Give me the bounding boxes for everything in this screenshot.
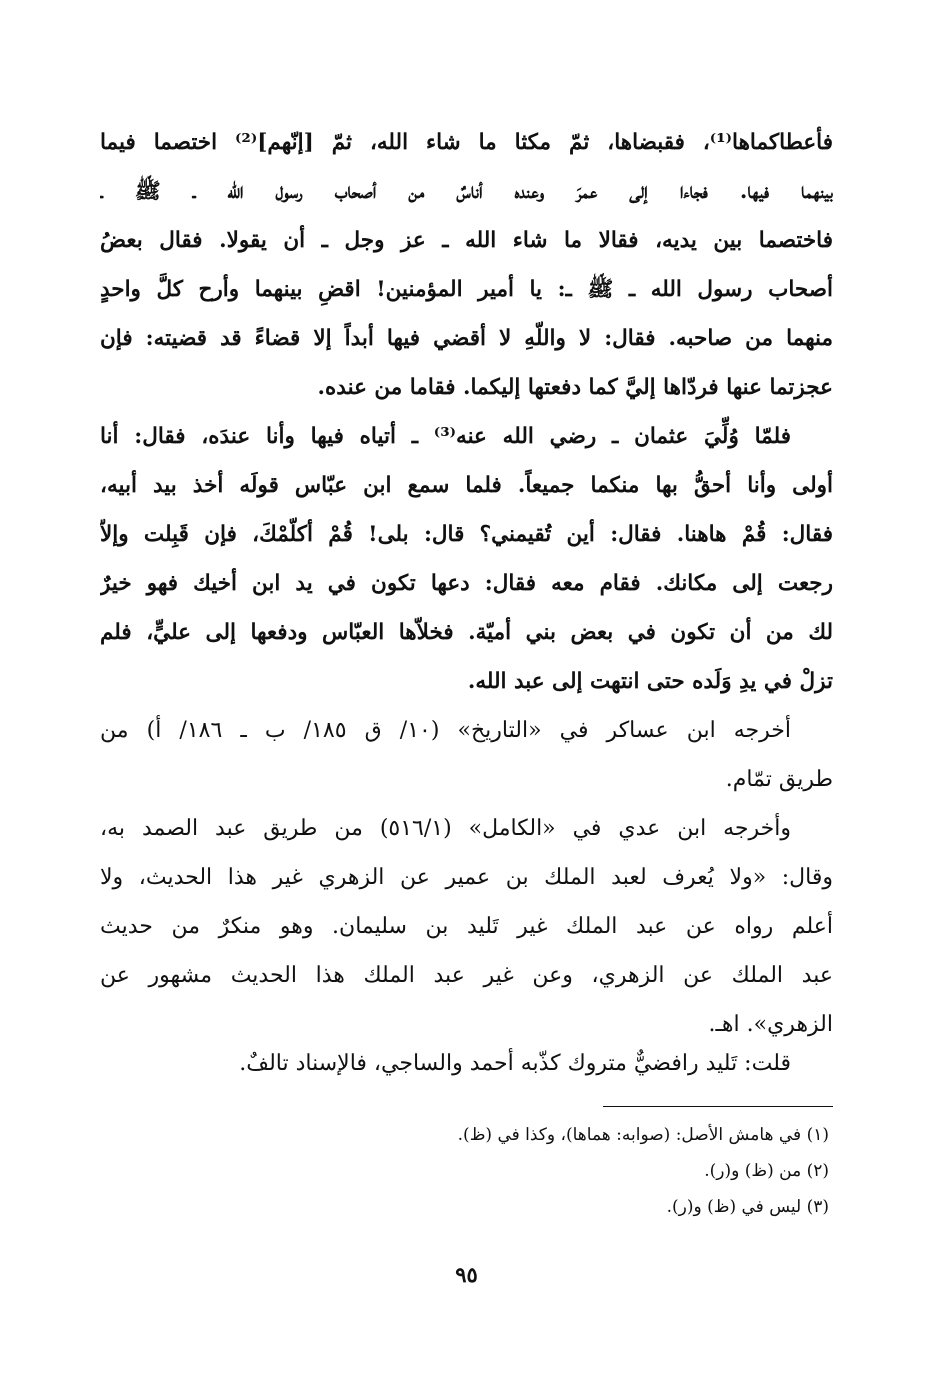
text-line: أعلم رواه عن عبد الملك غير تَليد بن سليمان. وهو منكرٌ من حديث <box>100 914 833 939</box>
text-line: منهما من صاحبه. فقال: لا واللّهِ لا أقضي فيها أبداً إلا قضاءً قد قضيته: فإن <box>100 326 833 351</box>
text-line: طريق تمّام. <box>725 767 833 792</box>
commentary-paragraph-1 <box>100 706 833 804</box>
text-line: الزهري». اهـ. <box>708 1012 833 1037</box>
commentary-paragraph-3 <box>100 1039 833 1088</box>
text-line: أصحاب رسول الله ـ ﷺ ـ: يا أمير المؤمنين! اقضِ بينهما وأرح كلَّ واحدٍ <box>100 277 833 302</box>
text-line: فأعطاكماها⁽¹⁾، فقبضاها، ثمّ مكثا ما شاء الله، ثمّ [إنّهم]⁽²⁾ اختصما فيما <box>100 130 833 155</box>
text-line: فلمّا وُلِّيَ عثمان ـ رضي الله عنه⁽³⁾ ـ أتياه فيها وأنا عندَه، فقال: أنا <box>100 424 791 449</box>
text-line: عجزتما عنها فردّاها إليَّ كما دفعتها إليكما. فقاما من عنده. <box>317 375 833 400</box>
footnote-3: (٣) ليس في (ظ) و(ر). <box>666 1197 829 1217</box>
footnote-2: (٢) من (ظ) و(ر). <box>704 1161 829 1181</box>
text-line: تزلْ في يدِ وَلَده حتى انتهت إلى عبد الله. <box>467 669 833 694</box>
text-line: وأخرجه ابن عدي في «الكامل» (٥١٦/١) من طريق عبد الصمد به، <box>100 816 791 841</box>
text-line: أخرجه ابن عساكر في «التاريخ» (١٠/ ق ١٨٥/ ب ـ ١٨٦/ أ) من <box>100 718 792 743</box>
text-line: قلت: تَليد رافضيٌّ متروك كذّبه أحمد والساجي، فالإسناد تالفٌ. <box>239 1051 791 1076</box>
footnotes <box>229 1117 829 1225</box>
text-line: رجعت إلى مكانك. فقام معه فقال: دعها تكون في يد ابن أخيك فهو خيرٌ <box>100 571 833 596</box>
hadith-paragraph-2 <box>100 412 833 706</box>
text-line: فقال: قُمْ هاهنا. فقال: أين تُقيمني؟ قال: بلى! قُمْ أكلّمْكَ، فإن قَبِلت وإلاّ <box>100 522 833 547</box>
hadith-paragraph-1 <box>100 118 833 412</box>
text-line: عبد الملك عن الزهري، وعن غير عبد الملك هذا الحديث مشهور عن <box>100 963 833 988</box>
text-line: وقال: «ولا يُعرف لعبد الملك بن عمير عن الزهري غير هذا الحديث، ولا <box>100 865 833 890</box>
footnote-1: (١) في هامش الأصل: (صوابه: هماها)، وكذا في (ظ). <box>457 1125 829 1145</box>
text-line: أولى وأنا أحقُّ بها منكما جميعاً. فلما سمع ابن عبّاس قولَه أخذ بيد أبيه، <box>100 473 833 498</box>
footnote-divider <box>603 1106 833 1107</box>
page-number: ٩٥ <box>455 1262 478 1287</box>
commentary-paragraph-2 <box>100 804 833 1049</box>
text-line: لك من أن تكون في بعض بني أميّة. فخلاّها العبّاس ودفعها إلى عليٍّ، فلم <box>100 620 833 645</box>
text-line: فاختصما بين يديه، فقالا ما شاء الله ـ عز وجل ـ أن يقولا. فقال بعضُ <box>100 228 833 253</box>
text-line: بينهما فيها. فجاءا إلى عمرَ وعنده أناسٌ من أصحاب رسول الله ـ ﷺ ـ <box>100 179 833 204</box>
